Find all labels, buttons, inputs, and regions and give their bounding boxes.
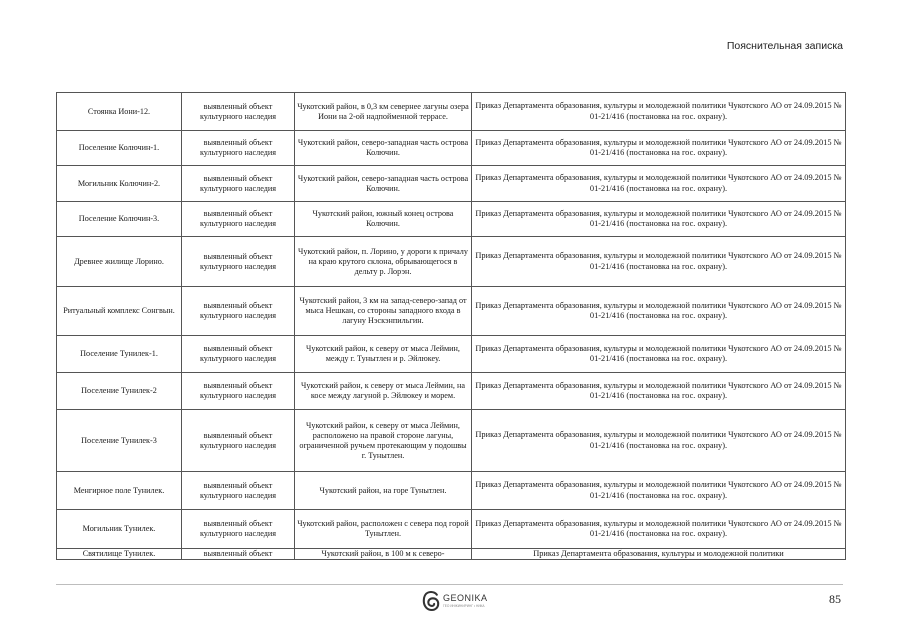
document-cell: Приказ Департамента образования, культуры и молодежной политики Чукотского АО от 24.09.2015 № 01-21/416 (постановка на гос. охрану). bbox=[472, 472, 846, 510]
location-cell: Чукотский район, южный конец острова Колючин. bbox=[295, 202, 472, 237]
table-row bbox=[57, 166, 846, 202]
document-cell: Приказ Департамента образования, культуры и молодежной политики Чукотского АО от 24.09.2015 № 01-21/416 (постановка на гос. охрану). bbox=[472, 336, 846, 373]
table-row bbox=[57, 202, 846, 237]
document-cell: Приказ Департамента образования, культуры и молодежной политики Чукотского АО от 24.09.2015 № 01-21/416 (постановка на гос. охрану). bbox=[472, 93, 846, 131]
table-row bbox=[57, 373, 846, 410]
location-cell: Чукотский район, северо-западная часть острова Колючин. bbox=[295, 166, 472, 202]
document-cell: Приказ Департамента образования, культуры и молодежной политики bbox=[472, 549, 846, 560]
location-cell: Чукотский район, в 0,3 км севернее лагуны озера Иони на 2-ой надпойменной террасе. bbox=[295, 93, 472, 131]
location-cell: Чукотский район, в 100 м к северо- bbox=[295, 549, 472, 560]
table-row bbox=[57, 93, 846, 131]
document-cell: Приказ Департамента образования, культуры и молодежной политики Чукотского АО от 24.09.2015 № 01-21/416 (постановка на гос. охрану). bbox=[472, 287, 846, 336]
location-cell: Чукотский район, к северу от мыса Леймин, на косе между лагуной р. Эйлюкеу и морем. bbox=[295, 373, 472, 410]
location-cell: Чукотский район, п. Лорино, у дороги к причалу на краю крутого склона, обрывающегося в дельту р. Лорэн. bbox=[295, 237, 472, 287]
object-name-cell: Древнее жилище Лорино. bbox=[57, 237, 182, 287]
table-row bbox=[57, 287, 846, 336]
object-name-cell: Ритуальный комплекс Сонгвын. bbox=[57, 287, 182, 336]
table-row bbox=[57, 336, 846, 373]
category-cell: выявленный объект культурного наследия bbox=[182, 237, 295, 287]
table-row bbox=[57, 410, 846, 472]
location-cell: Чукотский район, расположен с севера под горой Тунытлен. bbox=[295, 510, 472, 549]
category-cell: выявленный объект культурного наследия bbox=[182, 93, 295, 131]
company-logo bbox=[422, 588, 488, 614]
category-cell: выявленный объект культурного наследия bbox=[182, 287, 295, 336]
object-name-cell: Поселение Колючин-3. bbox=[57, 202, 182, 237]
page-header-title: Пояснительная записка bbox=[726, 40, 843, 52]
table-row bbox=[57, 237, 846, 287]
table-row bbox=[57, 549, 846, 560]
table-row bbox=[57, 472, 846, 510]
table-row bbox=[57, 510, 846, 549]
category-cell: выявленный объект культурного наследия bbox=[182, 202, 295, 237]
category-cell: выявленный объект культурного наследия bbox=[182, 510, 295, 549]
object-name-cell: Могильник Тунилек. bbox=[57, 510, 182, 549]
object-name-cell: Святилище Тунилек. bbox=[57, 549, 182, 560]
document-cell: Приказ Департамента образования, культуры и молодежной политики Чукотского АО от 24.09.2015 № 01-21/416 (постановка на гос. охрану). bbox=[472, 237, 846, 287]
location-cell: Чукотский район, северо-западная часть острова Колючин. bbox=[295, 131, 472, 166]
category-cell: выявленный объект культурного наследия bbox=[182, 472, 295, 510]
heritage-objects-table bbox=[56, 92, 846, 560]
document-cell: Приказ Департамента образования, культуры и молодежной политики Чукотского АО от 24.09.2015 № 01-21/416 (постановка на гос. охрану). bbox=[472, 202, 846, 237]
logo-name: GEONIKA bbox=[443, 592, 488, 603]
object-name-cell: Менгирное поле Тунилек. bbox=[57, 472, 182, 510]
document-cell: Приказ Департамента образования, культуры и молодежной политики Чукотского АО от 24.09.2015 № 01-21/416 (постановка на гос. охрану). bbox=[472, 510, 846, 549]
category-cell: выявленный объект bbox=[182, 549, 295, 560]
document-cell: Приказ Департамента образования, культуры и молодежной политики Чукотского АО от 24.09.2015 № 01-21/416 (постановка на гос. охрану). bbox=[472, 410, 846, 472]
document-cell: Приказ Департамента образования, культуры и молодежной политики Чукотского АО от 24.09.2015 № 01-21/416 (постановка на гос. охрану). bbox=[472, 166, 846, 202]
object-name-cell: Поселение Колючин-1. bbox=[57, 131, 182, 166]
location-cell: Чукотский район, 3 км на запад-северо-запад от мыса Нешкан, со стороны западного входа в лагуну Нэскэнпильгин. bbox=[295, 287, 472, 336]
heritage-table-container bbox=[56, 92, 846, 568]
category-cell: выявленный объект культурного наследия bbox=[182, 131, 295, 166]
object-name-cell: Поселение Тунилек-1. bbox=[57, 336, 182, 373]
category-cell: выявленный объект культурного наследия bbox=[182, 336, 295, 373]
document-cell: Приказ Департамента образования, культуры и молодежной политики Чукотского АО от 24.09.2015 № 01-21/416 (постановка на гос. охрану). bbox=[472, 373, 846, 410]
object-name-cell: Могильник Колючин-2. bbox=[57, 166, 182, 202]
page-number: 85 bbox=[829, 592, 841, 606]
object-name-cell: Стоянка Иони-12. bbox=[57, 93, 182, 131]
category-cell: выявленный объект культурного наследия bbox=[182, 410, 295, 472]
table-row bbox=[57, 131, 846, 166]
footer-divider bbox=[56, 584, 843, 585]
object-name-cell: Поселение Тунилек-3 bbox=[57, 410, 182, 472]
category-cell: выявленный объект культурного наследия bbox=[182, 166, 295, 202]
object-name-cell: Поселение Тунилек-2 bbox=[57, 373, 182, 410]
logo-tagline: ГЕО ИНЖИНИРИНГ • НИКА bbox=[443, 603, 485, 608]
location-cell: Чукотский район, на горе Тунытлен. bbox=[295, 472, 472, 510]
geonika-logo-icon bbox=[422, 590, 440, 612]
location-cell: Чукотский район, к северу от мыса Леймин, расположено на правой стороне лагуны, ограниченной ручьем протекающим у подошвы г. Тунытлен. bbox=[295, 410, 472, 472]
category-cell: выявленный объект культурного наследия bbox=[182, 373, 295, 410]
document-cell: Приказ Департамента образования, культуры и молодежной политики Чукотского АО от 24.09.2015 № 01-21/416 (постановка на гос. охрану). bbox=[472, 131, 846, 166]
location-cell: Чукотский район, к северу от мыса Леймин, между г. Тунытлен и р. Эйлюкеу. bbox=[295, 336, 472, 373]
